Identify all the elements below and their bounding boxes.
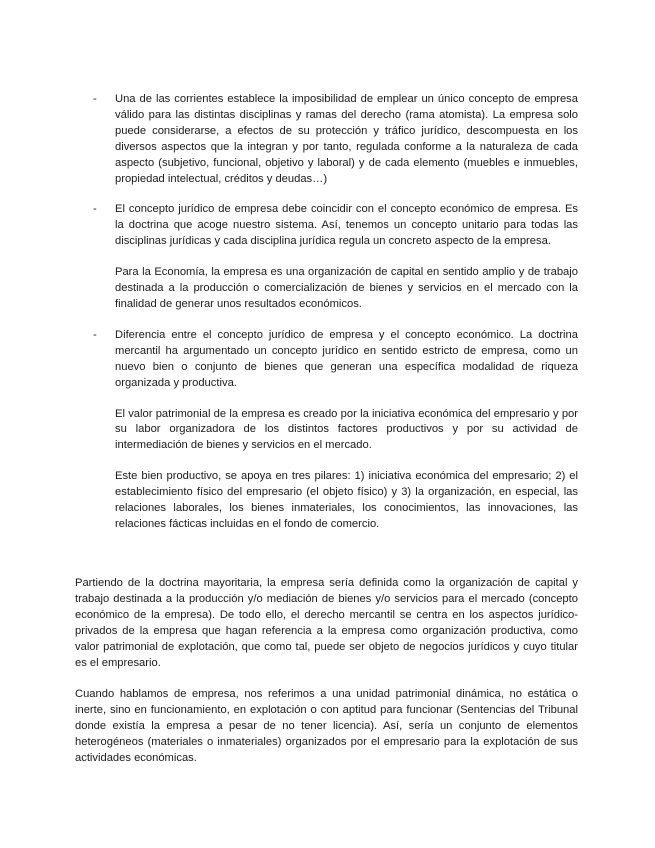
bullet-item-difference: [93, 328, 578, 533]
bullet-item-atomist: [93, 92, 578, 187]
bullet-marker: -: [93, 328, 97, 341]
bullet-paragraph: El concepto jurídico de empresa debe coincidir con el concepto económico de empresa. Es la doctrina que acoge nuestro sistema. Así, tenemos un concepto unitario para todas las disciplinas jurídicas y cada disciplina jurídica regula un concreto aspecto de la empresa.: [115, 203, 578, 248]
bullet-paragraph: Este bien productivo, se apoya en tres pilares: 1) iniciativa económica del empresario; 2) el establecimiento físico del empresario (el objeto físico) y 3) la organización, en especial, las relaciones laborales, los bienes inmateriales, los conocimientos, las innovaciones, las relaciones fácticas incluidas en el fondo de comercio.: [115, 470, 578, 530]
bullet-item-unitary: [93, 202, 578, 312]
bullet-paragraph: El valor patrimonial de la empresa es creado por la iniciativa económica del empresario y por su labor organizadora de los distintos factores productivos y por su actividad de intermediación de bienes y servicios en el mercado.: [115, 407, 578, 452]
bullet-paragraph: Diferencia entre el concepto jurídico de empresa y el concepto económico. La doctrina mercantil ha argumentado un concepto jurídico en sentido estricto de empresa, como un nuevo bien o conjunto de bienes que generan una específica modalidad de riqueza organizada y productiva.: [115, 328, 578, 389]
bullet-marker: -: [93, 203, 97, 216]
body-text: [75, 576, 578, 783]
bullet-paragraph: Una de las corrientes establece la imposibilidad de emplear un único concepto de empresa válido para las distintas disciplinas y ramas del derecho (rama atomista). La empresa solo puede considerarse, a efectos de su protección y tráfico jurídico, descompuesta en los diversos aspectos que la integran y por tanto, regulada conforme a la naturaleza de cada aspecto (subjetivo, funcional, objetivo y laboral) y de cada elemento (muebles e inmuebles, propiedad intelectual, créditos y deudas…): [115, 93, 578, 185]
bullet-list: [93, 92, 578, 548]
body-paragraph: Cuando hablamos de empresa, nos referimos a una unidad patrimonial dinámica, no estática o inerte, sino en funcionamiento, en explotación o con aptitud para funcionar (Sentencias del Tribunal donde existía la empresa a pesar de no tener licencia). Así, sería un conjunto de elementos heterogéneos (materiales o inmateriales) organizados por el empresario para la explotación de sus actividades económicas.: [75, 688, 578, 765]
bullet-marker: -: [93, 93, 97, 105]
body-paragraph: Partiendo de la doctrina mayoritaria, la empresa sería definida como la organización de capital y trabajo destinada a la producción y/o mediación de bienes y/o servicios para el mercado (concepto económico de la empresa). De todo ello, el derecho mercantil se centra en los aspectos jurídico-privados de la empresa que hagan referencia a la empresa como organización productiva, como valor patrimonial de explotación, que como tal, puede ser objeto de negocios jurídicos y cuyo titular es el empresario.: [75, 577, 578, 669]
bullet-paragraph: Para la Economía, la empresa es una organización de capital en sentido amplio y de trabajo destinada a la producción o comercialización de bienes y servicios en el mercado con la finalidad de generar unos resultados económicos.: [115, 266, 578, 310]
